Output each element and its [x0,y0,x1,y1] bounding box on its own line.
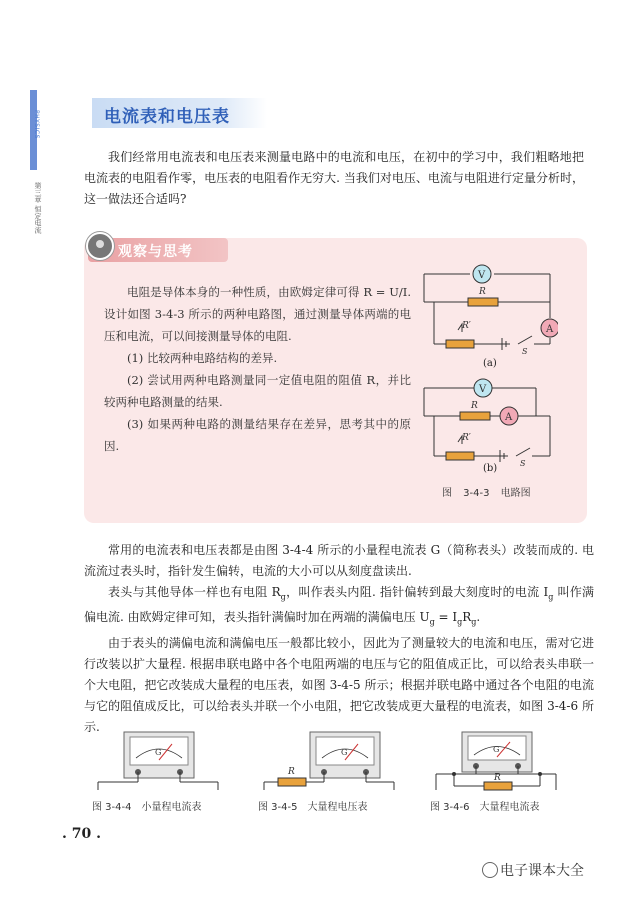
resistor-R-b [460,412,490,420]
resistor-R [468,298,498,306]
switch-label: S [522,347,528,356]
voltmeter-symbol: V [478,270,486,281]
switch-label-b: S [520,459,526,468]
shunt-resistor-label: R [494,773,501,783]
series-resistor [278,778,306,786]
circuit-label-b: (b) [483,463,498,474]
wechat-icon [482,862,498,878]
resistor-label-b: R [471,401,478,411]
rheostat [446,340,474,348]
rheostat-b [446,452,474,460]
ammeter-symbol-b: A [505,412,513,423]
figure-3-4-5 [260,730,400,792]
side-chapter-label: 第三章 恒定电流 [34,182,42,234]
body-paragraph-3: 由于表头的满偏电流和满偏电压一般都比较小，因此为了测量较大的电流和电压，需对它进行改装以扩大量程. 根据串联电路中各个电阻两端的电压与它的阻值成正比，可以给表头串联一个大电阻，把它改装成大量程的电压表，如图 3-4-5 所示；根据并联电路中通过各个电阻的电流与它的阻值成反比，可以给表头并联一个小电阻，把它改装成更大量程的电流表，如图 3-4-6 所示. [84,635,594,734]
ammeter-symbol: A [546,324,554,335]
meter-G-label-2: G [341,748,348,757]
section-title: 电流表和电压表 [104,107,230,127]
figure-caption-3-4-6: 图 3-4-6 大量程电流表 [430,802,540,813]
watermark-text: 电子课本大全 [500,863,584,879]
meter-G-label-3: G [493,745,500,754]
figure-3-4-6 [432,730,562,794]
figure-caption-3-4-4: 图 3-4-4 小量程电流表 [92,802,202,813]
circuit-diagram-b [418,378,558,468]
meter-G-label: G [155,748,162,757]
body-paragraph-1: 常用的电流表和电压表都是由图 3-4-4 所示的小量程电流表 G（简称表头）改装而成的. 电流流过表头时，指针发生偏转，电流的大小可以从刻度盘读出. [84,543,594,578]
observe-paragraph-3: (2) 尝试用两种电路测量同一定值电阻的阻值 R，并比较两种电路测量的结果. [104,373,411,409]
observe-text [104,281,411,457]
circuit-label-a: (a) [483,358,497,369]
rheostat-label: R′ [462,321,471,331]
rheostat-label-b: R′ [462,433,471,443]
page-number: . 70 . [62,826,101,842]
resistor-label: R [479,287,486,297]
side-physics-label: PHYSICS [33,110,40,139]
figure-caption-3-4-3: 图 3-4-3 电路图 [442,488,531,499]
series-resistor-label: R [288,767,295,777]
shunt-resistor [484,782,512,790]
voltmeter-symbol-b: V [479,384,487,395]
circuit-diagram-a [418,262,558,357]
observe-paragraph-1: 电阻是导体本身的一种性质，由欧姆定律可得 R = U/I. 设计如图 3-4-3 所示的两种电路图，通过测量导体两端的电压和电流，可以间接测量导体的电阻. [104,285,411,343]
observe-paragraph-2: (1) 比较两种电路结构的差异. [127,351,278,365]
observe-paragraph-4: (3) 如果两种电路的测量结果存在差异，思考其中的原因. [104,417,411,453]
body-text [84,540,594,738]
intro-paragraph: 我们经常用电流表和电压表来测量电路中的电流和电压，在初中的学习中，我们粗略地把电流表的电阻看作零，电压表的电阻看作无穷大. 当我们对电压、电流与电阻进行定量分析时，这一做法还合适吗? [84,150,584,206]
magnifier-icon [86,232,114,260]
figure-3-4-4 [94,730,224,792]
body-paragraph-2: 表头与其他导体一样也有电阻 $R_g$，叫作表头内阻. 指针偏转到最大刻度时的电流 $I_g$ 叫作满偏电流. 由欧姆定律可知，表头指针满偏时加在两端的满偏电压 $U_g = I_gR_g$. [84,585,595,627]
observe-title: 观察与思考 [118,244,193,260]
figure-caption-3-4-5: 图 3-4-5 大量程电压表 [258,802,368,813]
